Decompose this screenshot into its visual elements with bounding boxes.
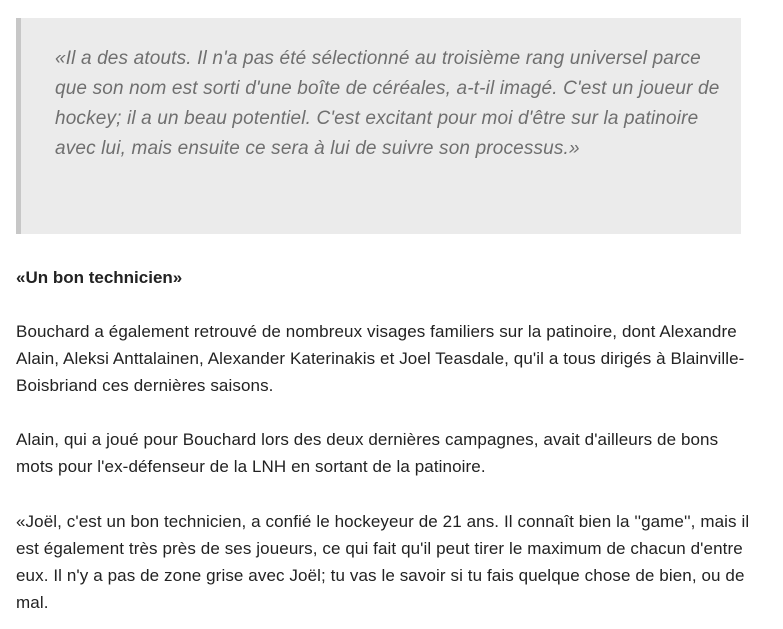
section-heading: «Un bon technicien» — [16, 268, 183, 287]
article-paragraph: Bouchard a également retrouvé de nombreux visages familiers sur la patinoire, dont Alexandre Alain, Aleksi Anttalainen, Alexander Katerinakis et Joel Teasdale, qu'il a tous dirigés à Blainville-Boisbriand ces dernières saisons. — [16, 322, 745, 395]
article-paragraph: Alain, qui a joué pour Bouchard lors des deux dernières campagnes, avait d'ailleurs de bons mots pour l'ex-défenseur de la LNH en sortant de la patinoire. — [16, 430, 719, 476]
pull-quote — [16, 18, 741, 234]
article-paragraph: «Joël, c'est un bon technicien, a confié le hockeyeur de 21 ans. Il connaît bien la ''game'', mais il est également très près de ses joueurs, ce qui fait qu'il peut tirer le maximum de chacun d'entre eux. Il n'y a pas de zone grise avec Joël; tu vas le savoir si tu fais quelque chose de bien, ou de mal. — [16, 512, 750, 612]
pull-quote-text: «Il a des atouts. Il n'a pas été sélectionné au troisième rang universel parce que son nom est sorti d'une boîte de céréales, a-t-il imagé. C'est un joueur de hockey; il a un beau potentiel. C'est excitant pour moi d'être sur la patinoire avec lui, mais ensuite ce sera à lui de suivre son processus.» — [55, 48, 720, 159]
